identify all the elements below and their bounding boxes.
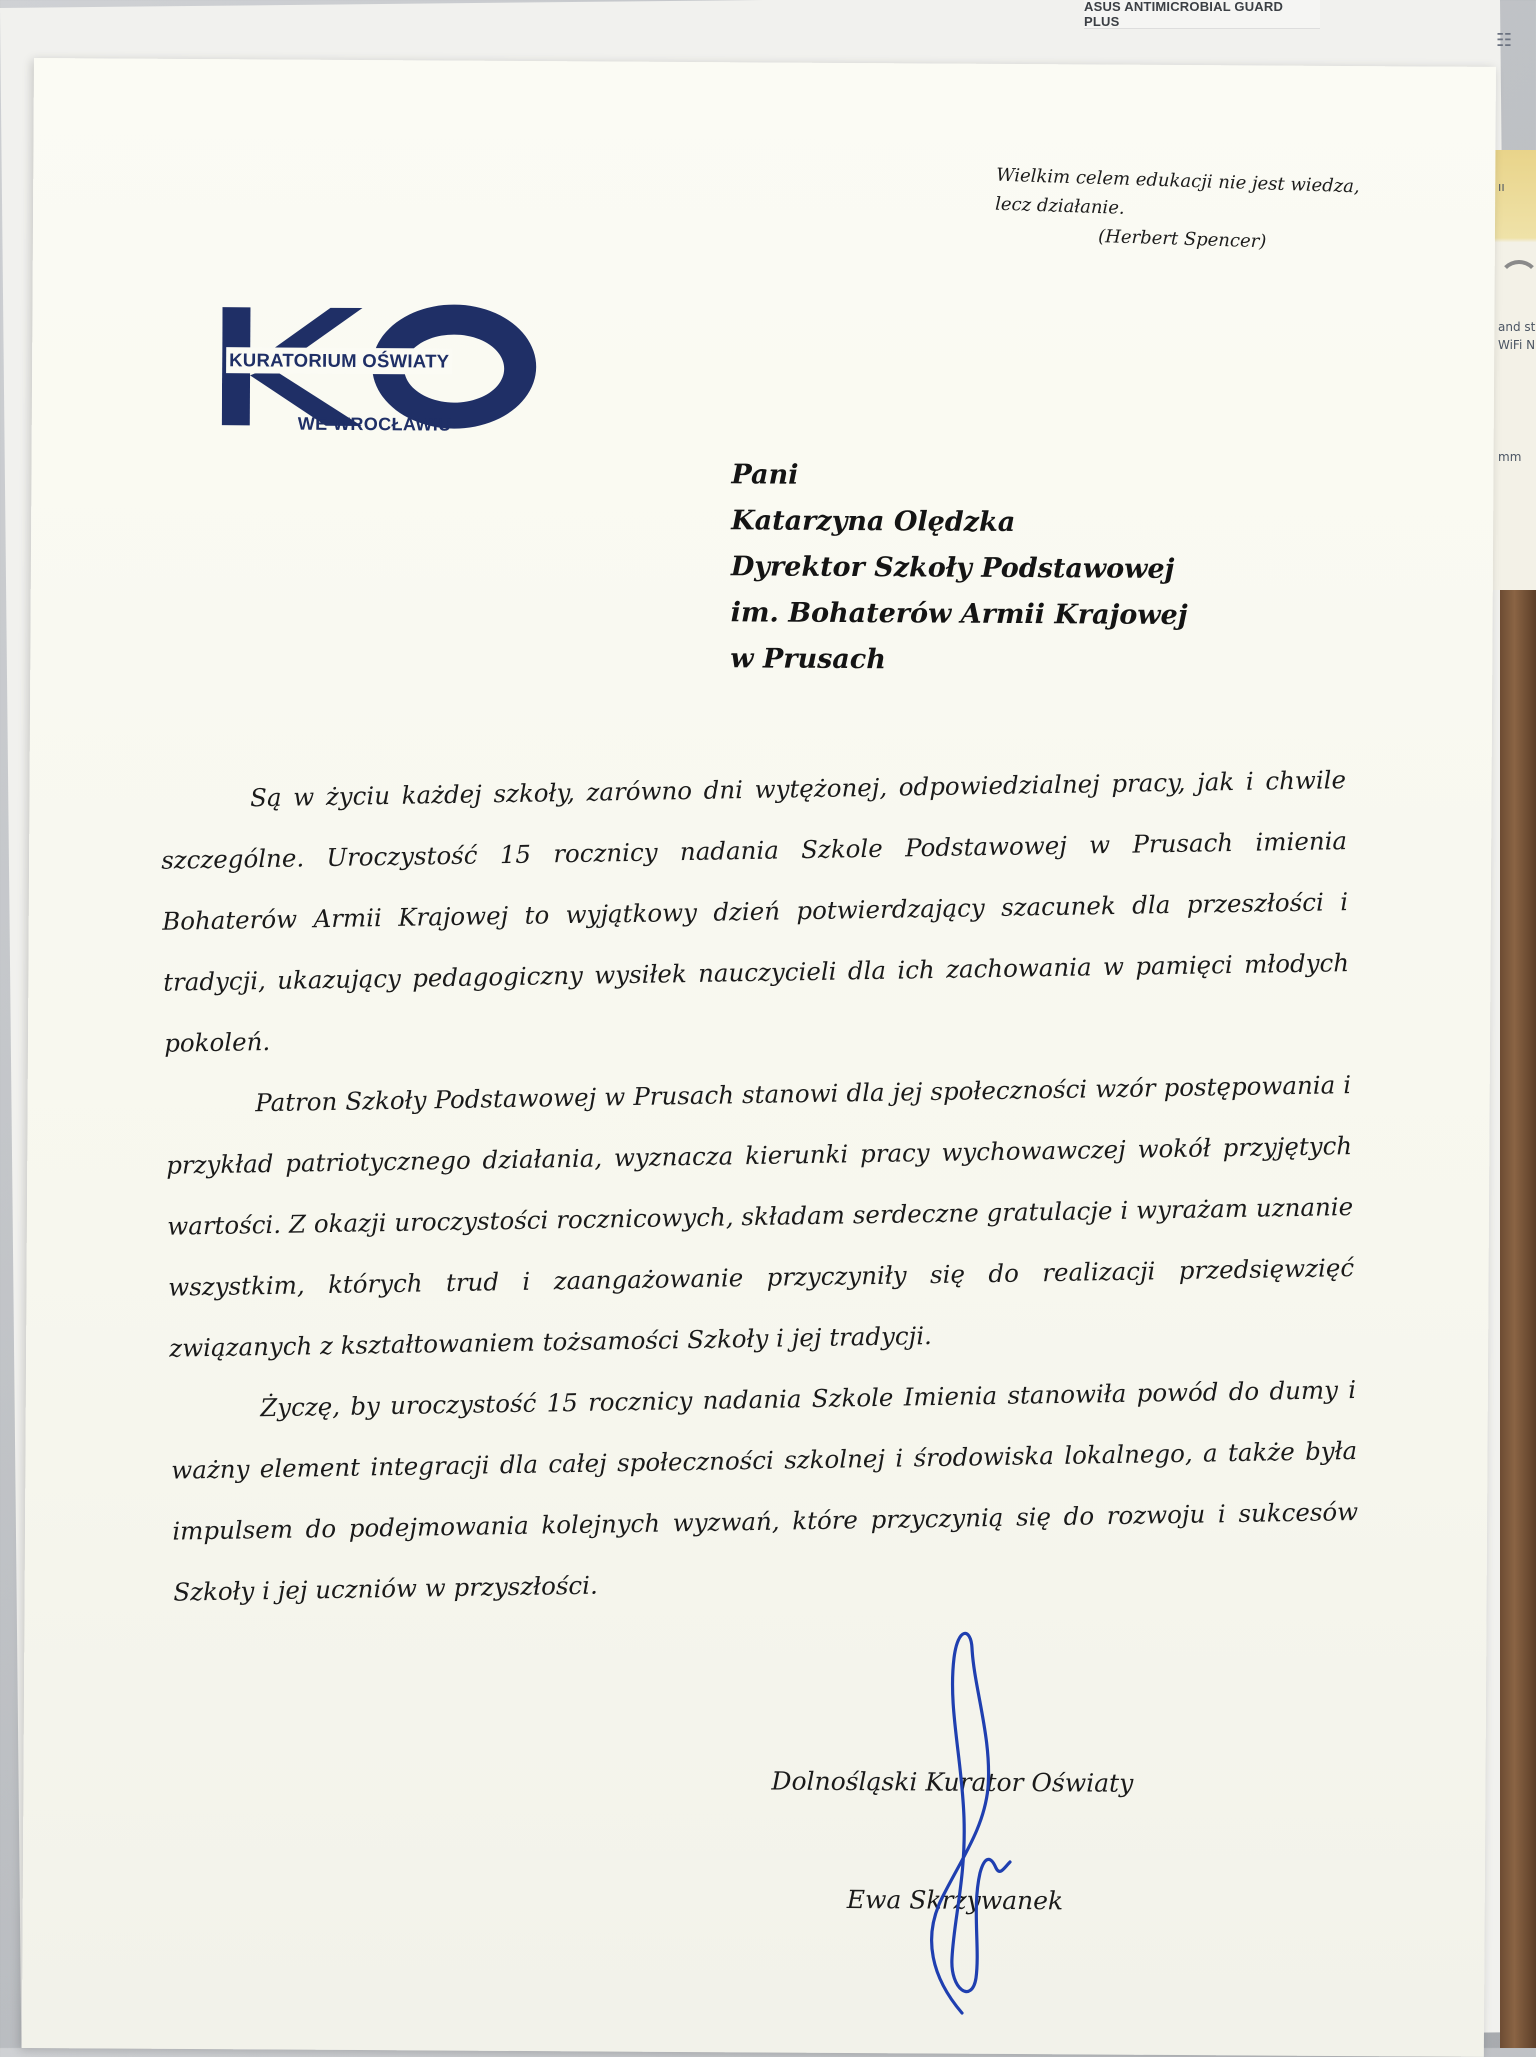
quote-line-2: lecz działanie. [994,193,1125,219]
recipient-block [730,452,1351,686]
router-box [1492,150,1536,590]
recipient-role: Dyrektor Szkoły Podstawowej [730,551,1175,585]
epigraph-quote [994,161,1397,261]
wooden-surface [1500,580,1536,2048]
quote-author: (Herbert Spencer) [1097,225,1267,253]
signatory-title: Dolnośląski Kurator Oświaty [771,1766,1134,1798]
body-paragraph-1: Są w życiu każdej szkoły, zarówno dni wytężonej, odpowiedzialnej pracy, jak i chwile szczególne. Uroczystość 15 rocznicy nadania Szkole Podstawowej w Prusach imienia Bohaterów Armii Krajowej to wyjątkowy dzień potwierdzający szacunek dla przeszłości i tradycji, ukazujący pedagogiczny wysiłek nauczycieli dla ich zachowania w pamięci młodych pokoleń. [160,765,1350,1058]
letter-body [160,749,1360,1623]
body-paragraph-3: Życzę, by uroczystość 15 rocznicy nadania Szkole Imienia stanowiła powód do dumy i ważny element integracji dla całej społeczności szkolnej i środowiska lokalnego, a także była impulsem do podejmowania kolejnych wyzwań, które przyczynią się do rozwoju i sukcesów Szkoły i jej uczniów w przyszłości. [171,1375,1359,1607]
logo-text-line-2: WE WROCŁAWIU [297,413,452,435]
recipient-place: w Prusach [730,643,887,676]
body-paragraph-2: Patron Szkoły Podstawowej w Prusach stanowi dla jej społeczności wzór postępowania i przykład patriotycznego działania, wyznacza kierunki pracy wychowawczej wokół przyjętych wartości. Z okazji uroczystości rocznicowych, składam serdeczne gratulacje i wyrażam uznanie wszystkim, których trud i zaangażowanie przyczyniły się do realizacji przedsięwzięć związanych z kształtowaniem tożsamości Szkoły i jej tradycji. [165,1070,1355,1363]
box-text-2: WiFi N [1498,338,1536,352]
recipient-salutation: Pani [731,459,799,491]
box-marking: ıı [1498,180,1505,194]
signatory-name: Ewa Skrzywanek [846,1884,1064,1916]
laptop-tag: ASUS ANTIMICROBIAL GUARD PLUS [1084,0,1320,29]
logo-text-line-1: KURATORIUM OŚWIATY [226,347,452,374]
quote-line-1: Wielkim celem edukacji nie jest wiedza, [995,164,1360,198]
box-text-3: mm [1498,450,1522,464]
box-text-1: and st [1498,320,1536,334]
kuratorium-logo [222,245,543,447]
recipient-name: Katarzyna Olędzka [731,505,1016,539]
recipient-school: im. Bohaterów Armii Krajowej [730,597,1188,632]
letter-sheet [22,58,1496,2057]
handwritten-signature-icon [892,1618,1062,2018]
corner-marking: ☷ [1496,30,1513,51]
wifi-icon [1498,260,1536,302]
